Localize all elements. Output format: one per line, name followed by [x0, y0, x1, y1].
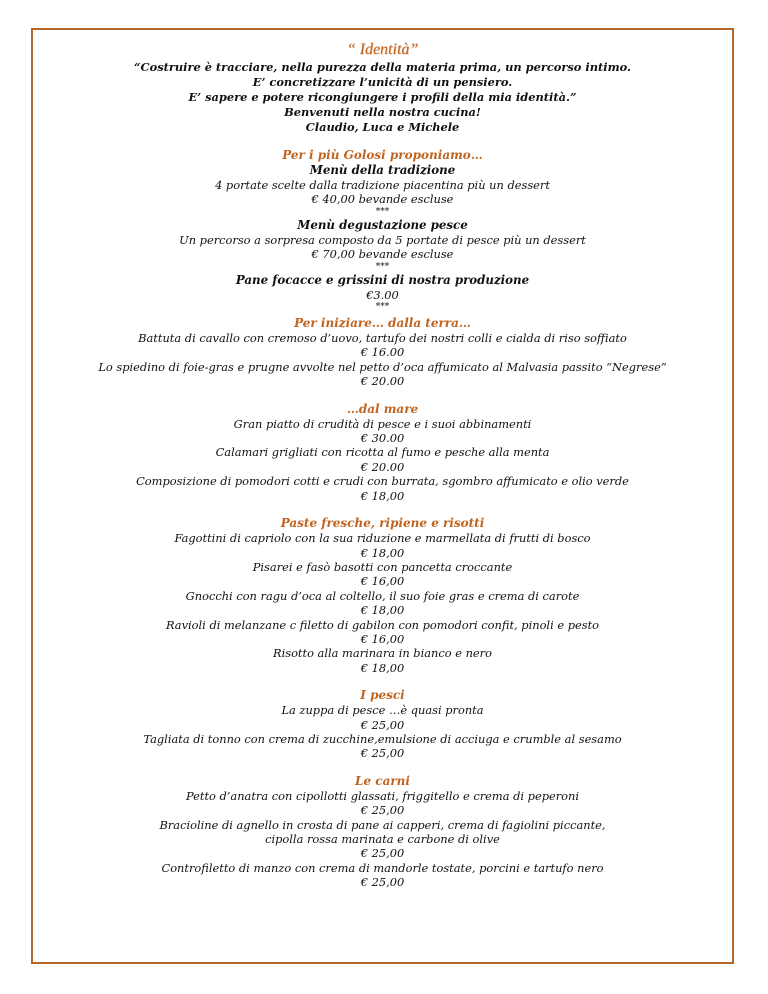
dish-name: Risotto alla marinara in bianco e nero: [273, 646, 492, 661]
intro-line: Benvenuti nella nostra cucina!: [284, 105, 481, 119]
spacer: [33, 675, 732, 688]
dish-price: € 25,00: [360, 846, 405, 861]
section-heading: …dal mare: [346, 401, 419, 416]
dish-name: Bracioline di agnello in crosta di pane ai capperi, crema di fagiolini piccante,: [159, 817, 606, 832]
dish-name: Gnocchi con ragu d’oca al coltello, il suo foie gras e crema di carote: [185, 588, 580, 603]
intro-block: [33, 60, 732, 135]
dish-name: Composizione di pomodori cotti e crudi con burrata, sgombro affumicato e olio verde: [136, 474, 629, 489]
section-heading: Per i più Golosi proponiamo…: [282, 148, 483, 162]
dish-price: € 18,00: [360, 603, 405, 618]
menu-title: “ Identità”: [346, 41, 419, 58]
dish-price: € 16,00: [360, 631, 405, 646]
dish-price: € 25,00: [360, 717, 405, 732]
spacer: [33, 389, 732, 402]
section-terra: [33, 316, 732, 389]
separator: ***: [375, 302, 390, 313]
dish-price: € 20.00: [360, 459, 405, 474]
dish-price: € 25,00: [360, 875, 405, 890]
dish-price: € 16.00: [360, 345, 405, 360]
dish-price: € 16,00: [360, 574, 405, 589]
section-carni: [33, 774, 732, 890]
spacer: [33, 503, 732, 516]
section-heading: Per iniziare… dalla terra…: [294, 316, 471, 331]
dish-name: Controfiletto di manzo con crema di mandorle tostate, porcini e tartufo nero: [161, 860, 604, 875]
section-heading: Paste fresche, ripiene e risotti: [280, 516, 485, 531]
pane-name: Pane focacce e grissini di nostra produzione: [235, 272, 530, 287]
dish-name: Lo spiedino di foie-gras e prugne avvolte nel petto d’oca affumicato al Malvasia passito “Negrese”: [98, 359, 667, 374]
menu-tradizione-price: € 40,00 bevande escluse: [311, 192, 454, 207]
intro-line: “Costruire è tracciare, nella purezza della materia prima, un percorso intimo.: [134, 60, 631, 74]
dish-name-cont: cipolla rossa marinata e carbone di olive: [265, 832, 500, 846]
dish-name: Pisarei e fasò basotti con pancetta croccante: [252, 559, 513, 574]
dish-name: Ravioli di melanzane c filetto di gabilon con pomodori confit, pinoli e pesto: [165, 617, 600, 632]
intro-line: E’ sapere e potere ricongiungere i profili della mia identità.”: [188, 90, 577, 104]
dish-price: € 30.00: [360, 431, 405, 446]
menu-pesce-name: Menù degustazione pesce: [297, 217, 468, 232]
menu-tradizione-name: Menù della tradizione: [309, 163, 456, 177]
section-mare: [33, 402, 732, 503]
dish-name: Tagliata di tonno con crema di zucchine,emulsione di acciuga e crumble al sesamo: [143, 731, 622, 746]
pane-price: €3.00: [366, 287, 399, 302]
spacer: [33, 761, 732, 774]
dish-name: Battuta di cavallo con cremoso d’uovo, tartufo dei nostri colli e cialda di riso soffiato: [138, 331, 627, 346]
dish-price: € 18,00: [360, 488, 405, 503]
dish-price: € 25,00: [360, 746, 405, 761]
spacer: [33, 135, 732, 148]
menu-tradizione-desc: 4 portate scelte dalla tradizione piacentina più un dessert: [215, 178, 550, 192]
separator: ***: [375, 261, 390, 272]
intro-signature: Claudio, Luca e Michele: [305, 120, 460, 134]
dish-price: € 25,00: [360, 803, 405, 818]
section-paste: [33, 516, 732, 675]
dish-price: € 18,00: [360, 545, 405, 560]
section-heading: I pesci: [360, 688, 405, 703]
menu-pesce-price: € 70,00 bevande escluse: [311, 247, 454, 262]
dish-name: Gran piatto di crudità di pesce e i suoi abbinamenti: [233, 416, 532, 431]
section-golosi: [33, 148, 732, 313]
menu-content: [33, 30, 732, 890]
dish-name: Petto d’anatra con cipollotti glassati, friggitello e crema di peperoni: [185, 788, 580, 803]
menu-pesce-desc: Un percorso a sorpresa composto da 5 portate di pesce più un dessert: [179, 232, 586, 247]
dish-name: Calamari grigliati con ricotta al fumo e pesche alla menta: [215, 445, 550, 460]
dish-name: La zuppa di pesce …è quasi pronta: [281, 703, 484, 718]
separator: ***: [375, 206, 390, 217]
section-heading: Le carni: [355, 773, 410, 788]
section-pesci: [33, 688, 732, 761]
dish-name: Fagottini di capriolo con la sua riduzione e marmellata di frutti di bosco: [174, 531, 591, 546]
intro-line: E’ concretizzare l’unicità di un pensiero.: [252, 75, 513, 89]
dish-price: € 18,00: [360, 660, 405, 675]
dish-price: € 20.00: [360, 374, 405, 389]
